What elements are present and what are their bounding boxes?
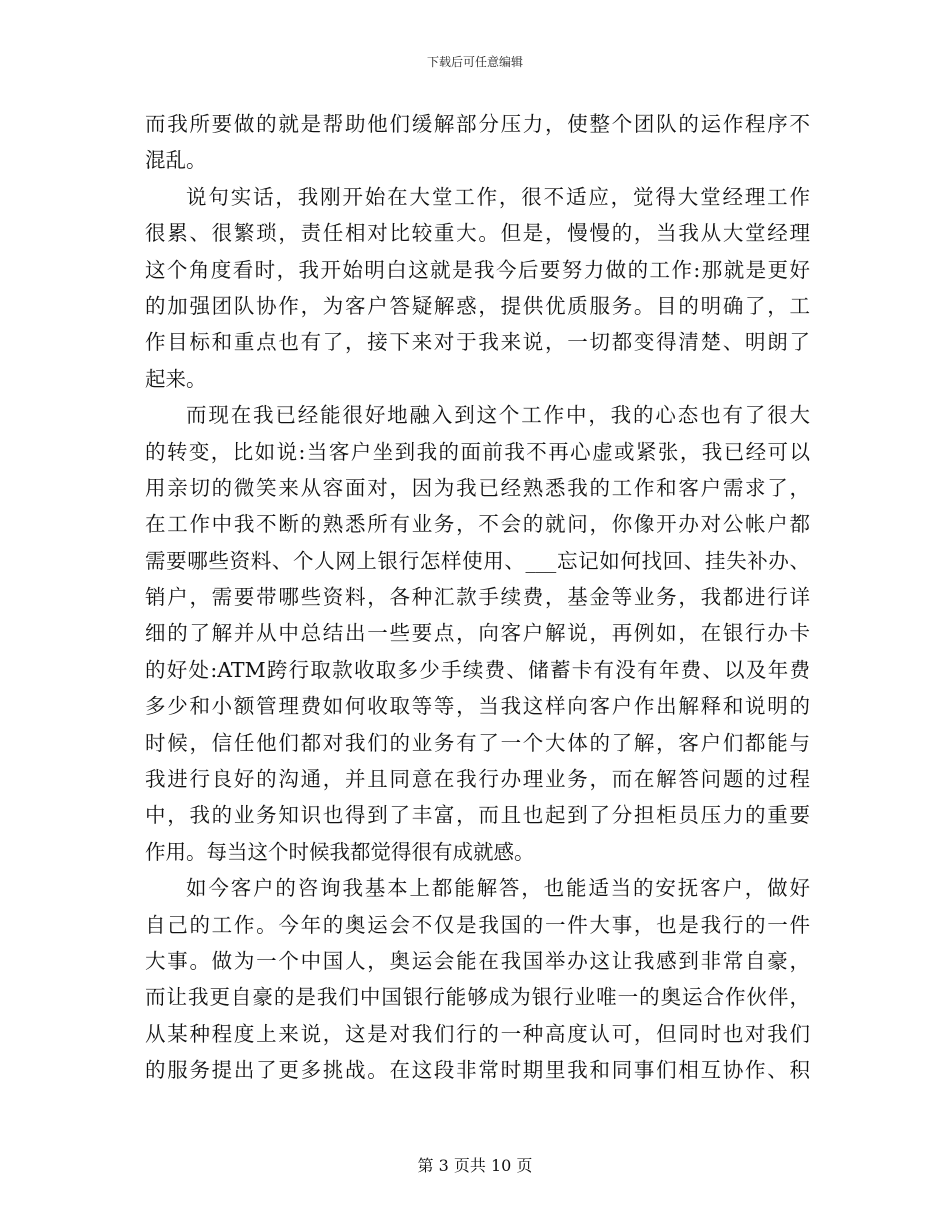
text-line: 很累、很繁琐，责任相对比较重大。但是，慢慢的，当我从大堂经理 [145, 221, 810, 246]
text-line: 自己的工作。今年的奥运会不仅是我国的一件大事，也是我行的一件 [145, 912, 810, 937]
text-line: 在工作中我不断的熟悉所有业务，不会的就问，你像开办对公帐户都 [145, 512, 810, 537]
text-line: 说句实话，我刚开始在大堂工作，很不适应，觉得大堂经理工作 [186, 184, 810, 209]
text-line: 用亲切的微笑来从容面对，因为我已经熟悉我的工作和客户需求了， [145, 475, 810, 500]
text-line: 中，我的业务知识也得到了丰富，而且也起到了分担柜员压力的重要 [145, 803, 810, 828]
text-line: 的转变，比如说:当客户坐到我的面前我不再心虚或紧张，我已经可以 [145, 439, 810, 464]
document-body [145, 106, 810, 1089]
text-line: 这个角度看时，我开始明白这就是我今后要努力做的工作:那就是更好 [145, 257, 810, 282]
text-line: 起来。 [145, 366, 207, 391]
text-line: 从某种程度上来说，这是对我们行的一种高度认可，但同时也对我们 [145, 1021, 810, 1046]
text-line: 细的了解并从中总结出一些要点，向客户解说，再例如，在银行办卡 [145, 621, 810, 646]
text-line: 需要哪些资料、个人网上银行怎样使用、___忘记如何找回、挂失补办、 [145, 548, 810, 573]
text-line: 作目标和重点也有了，接下来对于我来说，一切都变得清楚、明朗了 [145, 330, 810, 355]
page-footer: 第 3 页共 10 页 [417, 1156, 533, 1175]
text-line: 的服务提出了更多挑战。在这段非常时期里我和同事们相互协作、积 [145, 1058, 810, 1083]
text-line: 我进行良好的沟通，并且同意在我行办理业务，而在解答问题的过程 [145, 767, 810, 792]
text-line: 如今客户的咨询我基本上都能解答，也能适当的安抚客户，做好 [186, 876, 810, 901]
text-line: 而现在我已经能很好地融入到这个工作中，我的心态也有了很大 [186, 403, 810, 428]
text-line: 而让我更自豪的是我们中国银行能够成为银行业唯一的奥运合作伙伴， [145, 985, 810, 1010]
text-line: 作用。每当这个时候我都觉得很有成就感。 [145, 839, 535, 864]
text-line: 时候，信任他们都对我们的业务有了一个大体的了解，客户们都能与 [145, 730, 810, 755]
text-line: 的加强团队协作，为客户答疑解惑，提供优质服务。目的明确了，工 [145, 293, 810, 318]
text-line: 的好处:ATM跨行取款收取多少手续费、储蓄卡有没有年费、以及年费 [145, 657, 810, 682]
text-line: 多少和小额管理费如何收取等等，当我这样向客户作出解释和说明的 [145, 694, 810, 719]
text-line: 大事。做为一个中国人，奥运会能在我国举办这让我感到非常自豪， [145, 948, 810, 973]
text-line: 销户，需要带哪些资料，各种汇款手续费，基金等业务，我都进行详 [145, 585, 810, 610]
page-header: 下载后可任意编辑 [426, 55, 523, 69]
text-line: 混乱。 [145, 148, 207, 173]
text-line: 而我所要做的就是帮助他们缓解部分压力，使整个团队的运作程序不 [145, 112, 810, 136]
